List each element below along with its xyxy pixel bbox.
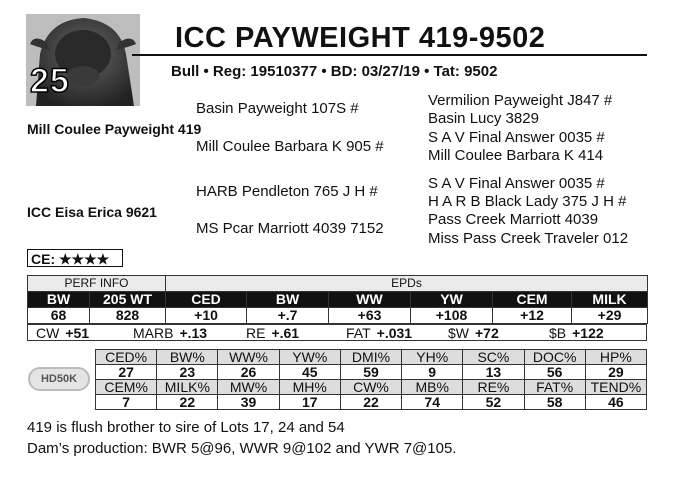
col-header: SC% [463, 350, 524, 365]
cell-value: 7 [96, 395, 157, 410]
hd50k-logo: HD50K [28, 367, 90, 391]
sire-dam-name: Mill Coulee Barbara K 905 # [196, 138, 384, 155]
epds-group: EPDs [166, 276, 648, 292]
sd-dam-name: Mill Coulee Barbara K 414 [428, 147, 604, 164]
sire-sire-name: Basin Payweight 107S # [196, 100, 359, 117]
extra-item: CW +51 [36, 325, 90, 341]
cell-value: 22 [340, 395, 401, 410]
dam-dam-name: MS Pcar Marriott 4039 7152 [196, 220, 384, 237]
col-header: MW% [218, 380, 279, 395]
carcass-epd-row [27, 324, 647, 341]
col-header: BW% [157, 350, 218, 365]
cell-value: 26 [218, 365, 279, 380]
extra-item: $B +122 [549, 325, 604, 341]
cell-value: 46 [585, 395, 646, 410]
extra-item: MARB +.13 [133, 325, 208, 341]
sire-name: Mill Coulee Payweight 419 [27, 121, 202, 137]
col-header: 205 WT [90, 292, 166, 308]
col-header: RE% [463, 380, 524, 395]
dd-sire-name: Pass Creek Marriott 4039 [428, 211, 599, 228]
cell-value: 9 [402, 365, 463, 380]
cell-value: 13 [463, 365, 524, 380]
cell-value: +10 [166, 308, 247, 324]
col-header: MH% [279, 380, 340, 395]
cell-value: +29 [572, 308, 648, 324]
ds-dam-name: H A R B Black Lady 375 J H # [428, 193, 627, 210]
col-header: TEND% [585, 380, 646, 395]
cell-value: 22 [157, 395, 218, 410]
lot-number: 25 [30, 62, 70, 100]
calving-ease-rating: CE: ★★★★ [27, 249, 123, 267]
col-header: MILK% [157, 380, 218, 395]
hd50k-table [95, 349, 647, 410]
col-header: FAT% [524, 380, 585, 395]
cell-value: +63 [329, 308, 411, 324]
cell-value: 52 [463, 395, 524, 410]
cell-value: 74 [402, 395, 463, 410]
ds-sire-name: S A V Final Answer 0035 # [428, 175, 605, 192]
col-header: MB% [402, 380, 463, 395]
col-header: BW [28, 292, 90, 308]
animal-title: ICC PAYWEIGHT 419-9502 [175, 22, 546, 54]
cell-value: +12 [493, 308, 572, 324]
cell-value: 56 [524, 365, 585, 380]
col-header: CW% [340, 380, 401, 395]
cell-value: 29 [585, 365, 646, 380]
col-header: YW% [279, 350, 340, 365]
dam-name: ICC Eisa Erica 9621 [27, 204, 157, 220]
cell-value: 39 [218, 395, 279, 410]
col-header: HP% [585, 350, 646, 365]
col-header: DMI% [340, 350, 401, 365]
col-header: YW [411, 292, 493, 308]
epd-table [27, 275, 648, 324]
cell-value: 17 [279, 395, 340, 410]
cell-value: 27 [96, 365, 157, 380]
extra-item: $W +72 [448, 325, 499, 341]
dd-dam-name: Miss Pass Creek Traveler 012 [428, 230, 629, 247]
col-header: DOC% [524, 350, 585, 365]
cell-value: 59 [340, 365, 401, 380]
cell-value: 68 [28, 308, 90, 324]
col-header: BW [247, 292, 329, 308]
col-header: MILK [572, 292, 648, 308]
col-header: CEM [493, 292, 572, 308]
perf-info-group: PERF INFO [28, 276, 166, 292]
ss-dam-name: Basin Lucy 3829 [428, 110, 539, 127]
cell-value: +.7 [247, 308, 329, 324]
col-header: CEM% [96, 380, 157, 395]
col-header: CED [166, 292, 247, 308]
col-header: WW [329, 292, 411, 308]
title-divider [132, 54, 647, 56]
extra-item: FAT +.031 [346, 325, 413, 341]
dam-sire-name: HARB Pendleton 765 J H # [196, 183, 378, 200]
col-header: WW% [218, 350, 279, 365]
cell-value: 45 [279, 365, 340, 380]
col-header: CED% [96, 350, 157, 365]
cell-value: 23 [157, 365, 218, 380]
registration-line: Bull • Reg: 19510377 • BD: 03/27/19 • Tat: 9502 [171, 63, 498, 80]
footnote-line-1: 419 is flush brother to sire of Lots 17, 24 and 54 [27, 419, 345, 436]
cell-value: 58 [524, 395, 585, 410]
cell-value: +108 [411, 308, 493, 324]
footnote-line-2: Dam’s production: BWR 5@96, WWR 9@102 and YWR 7@105. [27, 440, 457, 457]
sd-sire-name: S A V Final Answer 0035 # [428, 129, 605, 146]
cell-value: 828 [90, 308, 166, 324]
ss-sire-name: Vermilion Payweight J847 # [428, 92, 613, 109]
extra-item: RE +.61 [246, 325, 300, 341]
col-header: YH% [402, 350, 463, 365]
